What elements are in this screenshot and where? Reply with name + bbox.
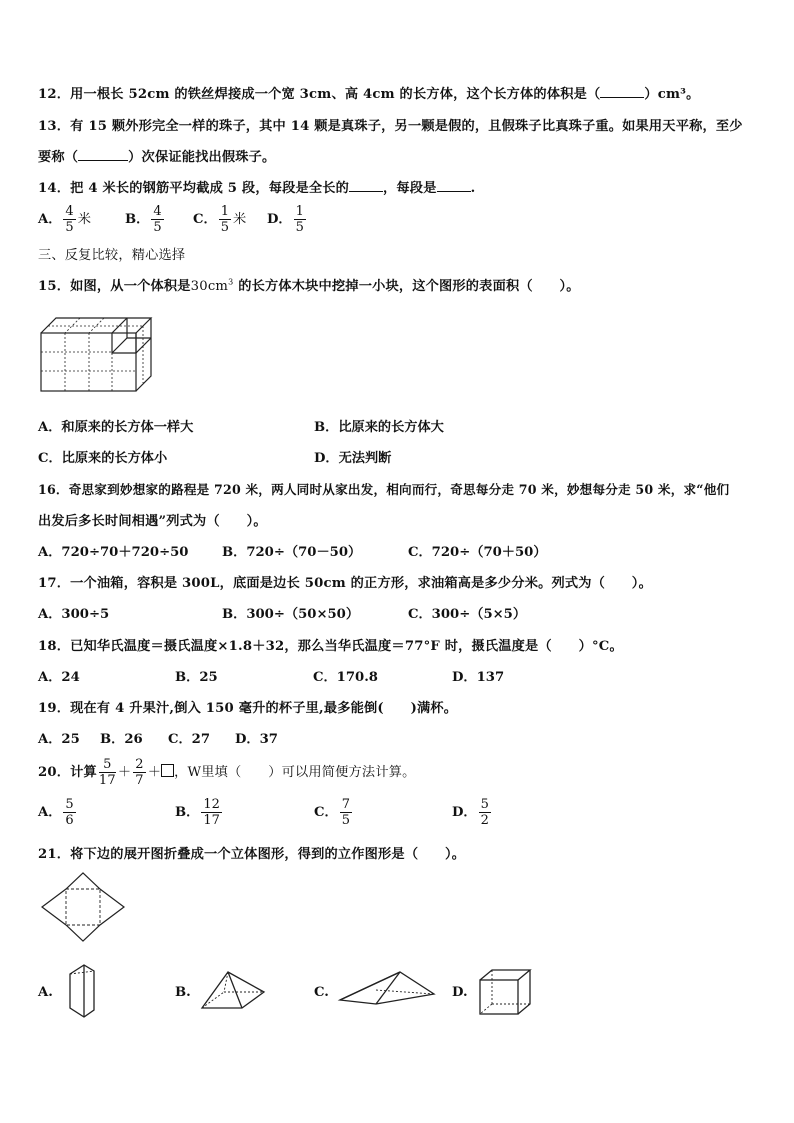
triangular-prism-figure bbox=[64, 962, 104, 1020]
fraction bbox=[201, 797, 222, 828]
q13-text: 要称（ bbox=[38, 150, 79, 165]
cuboid-figure bbox=[38, 313, 154, 395]
answer-blank[interactable] bbox=[349, 191, 383, 192]
denominator: 5 bbox=[295, 220, 304, 235]
q14-text-mid: ，每段是 bbox=[383, 181, 437, 196]
q14-option-b[interactable] bbox=[125, 204, 166, 235]
numerator: 1 bbox=[220, 204, 229, 219]
q15-option-a[interactable]: A．和原来的长方体一样大 bbox=[38, 420, 194, 435]
q17-option-b[interactable]: B．300÷（50×50） bbox=[222, 607, 360, 622]
numerator: 4 bbox=[65, 204, 74, 219]
q15-option-d[interactable]: D．无法判断 bbox=[314, 451, 392, 466]
option-label: C． bbox=[193, 212, 217, 227]
option-label: B． bbox=[175, 805, 200, 820]
question-13-line2 bbox=[38, 146, 275, 165]
q18-option-d[interactable]: D．137 bbox=[452, 670, 505, 685]
option-label: D． bbox=[452, 805, 477, 820]
q20-option-a[interactable] bbox=[38, 797, 78, 828]
q18-option-a[interactable]: A．24 bbox=[38, 670, 80, 685]
option-label: A． bbox=[38, 805, 62, 820]
fraction bbox=[294, 204, 306, 235]
numerator: 2 bbox=[135, 757, 144, 772]
q15-option-b[interactable]: B．比原来的长方体大 bbox=[314, 420, 444, 435]
unit: 米 bbox=[77, 212, 91, 227]
denominator: 17 bbox=[203, 813, 220, 828]
question-19: 19．现在有 4 升果汁,倒入 150 毫升的杯子里,最多能倒( )满杯。 bbox=[38, 701, 458, 716]
q16-option-c[interactable]: C．720÷（70＋50） bbox=[408, 545, 547, 560]
section-heading: 三、反复比较，精心选择 bbox=[38, 248, 186, 263]
q19-option-a[interactable]: A．25 bbox=[38, 732, 80, 747]
pyramid-figure bbox=[198, 968, 268, 1012]
q21-option-d[interactable]: D. bbox=[452, 985, 468, 1000]
fraction bbox=[133, 757, 145, 788]
q15-option-c[interactable]: C．比原来的长方体小 bbox=[38, 451, 168, 466]
option-label: B． bbox=[125, 212, 150, 227]
question-12 bbox=[38, 83, 700, 102]
q15-volume: 30cm bbox=[190, 279, 229, 294]
denominator: 5 bbox=[153, 220, 162, 235]
q20-text-end: ，W里填（ ）可以用简便方法计算。 bbox=[174, 765, 416, 780]
unit: 米 bbox=[232, 212, 247, 227]
square-box-icon bbox=[161, 764, 174, 777]
plus-sign: ＋ bbox=[117, 765, 132, 780]
numerator: 7 bbox=[341, 797, 350, 812]
question-15 bbox=[38, 275, 580, 294]
wedge-figure bbox=[336, 968, 436, 1008]
denominator: 2 bbox=[480, 813, 489, 828]
numerator: 5 bbox=[480, 797, 489, 812]
q17-option-a[interactable]: A．300÷5 bbox=[38, 607, 110, 622]
net-diagram bbox=[40, 871, 126, 943]
fraction bbox=[99, 757, 116, 788]
numerator: 1 bbox=[295, 204, 304, 219]
question-18: 18．已知华氏温度＝摄氏温度×1.8＋32，那么当华氏温度＝77°F 时，摄氏温度是（ ）°C。 bbox=[38, 639, 623, 654]
fraction bbox=[340, 797, 352, 828]
q19-option-b[interactable]: B．26 bbox=[100, 732, 143, 747]
denominator: 5 bbox=[341, 813, 350, 828]
answer-blank[interactable] bbox=[78, 160, 128, 161]
fraction bbox=[151, 204, 163, 235]
denominator: 5 bbox=[220, 220, 229, 235]
numerator: 5 bbox=[65, 797, 74, 812]
plus-sign: ＋ bbox=[147, 765, 162, 780]
q12-text: 12．用一根长 52cm 的铁丝焊接成一个宽 3cm、高 4cm 的长方体，这个长方体的体积是（ bbox=[38, 87, 601, 102]
q15-text-end: 的长方体木块中挖掉一小块，这个图形的表面积（ ）。 bbox=[233, 279, 580, 294]
question-16-line1: 16．奇思家到妙想家的路程是 720 米，两人同时从家出发，相向而行，奇思每分走 70 米，妙想每分走 50 米，求“他们 bbox=[38, 482, 730, 497]
q18-option-c[interactable]: C．170.8 bbox=[313, 670, 378, 685]
q19-option-c[interactable]: C．27 bbox=[168, 732, 211, 747]
question-16-line2: 出发后多长时间相遇”列式为（ ）。 bbox=[38, 514, 267, 529]
q18-option-b[interactable]: B．25 bbox=[175, 670, 218, 685]
q20-option-b[interactable] bbox=[175, 797, 224, 828]
fraction bbox=[479, 797, 491, 828]
q14-option-d[interactable] bbox=[267, 204, 308, 235]
q13-text-end: ）次保证能找出假珠子。 bbox=[128, 150, 276, 165]
cube-figure bbox=[476, 968, 534, 1018]
fraction bbox=[63, 204, 75, 235]
option-label: D． bbox=[267, 212, 292, 227]
numerator: 5 bbox=[99, 757, 116, 773]
fraction bbox=[219, 204, 231, 235]
q21-option-c[interactable]: C. bbox=[314, 985, 329, 1000]
fraction bbox=[63, 797, 75, 828]
numerator: 4 bbox=[153, 204, 162, 219]
question-14 bbox=[38, 177, 475, 196]
numerator: 12 bbox=[203, 797, 220, 812]
question-17: 17．一个油箱，容积是 300L，底面是边长 50cm 的正方形，求油箱高是多少分米。列式为（ ）。 bbox=[38, 576, 652, 591]
q14-text: 14．把 4 米长的钢筋平均截成 5 段，每段是全长的 bbox=[38, 181, 350, 196]
denominator: 6 bbox=[65, 813, 74, 828]
option-label: C． bbox=[314, 805, 338, 820]
q19-option-d[interactable]: D．37 bbox=[235, 732, 278, 747]
q17-option-c[interactable]: C．300÷（5×5） bbox=[408, 607, 527, 622]
q15-text: 15．如图，从一个体积是 bbox=[38, 279, 191, 294]
answer-blank[interactable] bbox=[600, 97, 644, 98]
q15-superscript: 3 bbox=[228, 277, 234, 287]
q20-option-d[interactable] bbox=[452, 797, 493, 828]
q14-text-end: . bbox=[470, 181, 476, 196]
answer-blank[interactable] bbox=[437, 191, 471, 192]
q20-text: 20．计算 bbox=[38, 765, 97, 780]
q16-option-b[interactable]: B．720÷（70－50） bbox=[222, 545, 362, 560]
option-label: A． bbox=[38, 212, 62, 227]
q14-option-c[interactable] bbox=[193, 204, 246, 235]
question-20 bbox=[38, 757, 415, 788]
question-13-line1: 13．有 15 颗外形完全一样的珠子，其中 14 颗是真珠子，另一颗是假的，且假珠子比真珠子重。如果用天平称，至少 bbox=[38, 119, 743, 134]
q14-option-a[interactable] bbox=[38, 204, 91, 235]
q12-text-end: ）cm³。 bbox=[644, 87, 700, 102]
q16-option-a[interactable]: A．720÷70＋720÷50 bbox=[38, 545, 189, 560]
denominator: 5 bbox=[65, 220, 74, 235]
denominator: 17 bbox=[98, 773, 116, 788]
q21-option-b[interactable]: B. bbox=[175, 985, 191, 1000]
q20-option-c[interactable] bbox=[314, 797, 354, 828]
question-21: 21．将下边的展开图折叠成一个立体图形，得到的立作图形是（ ）。 bbox=[38, 847, 466, 862]
denominator: 7 bbox=[135, 773, 144, 788]
q21-option-a[interactable]: A. bbox=[38, 985, 53, 1000]
